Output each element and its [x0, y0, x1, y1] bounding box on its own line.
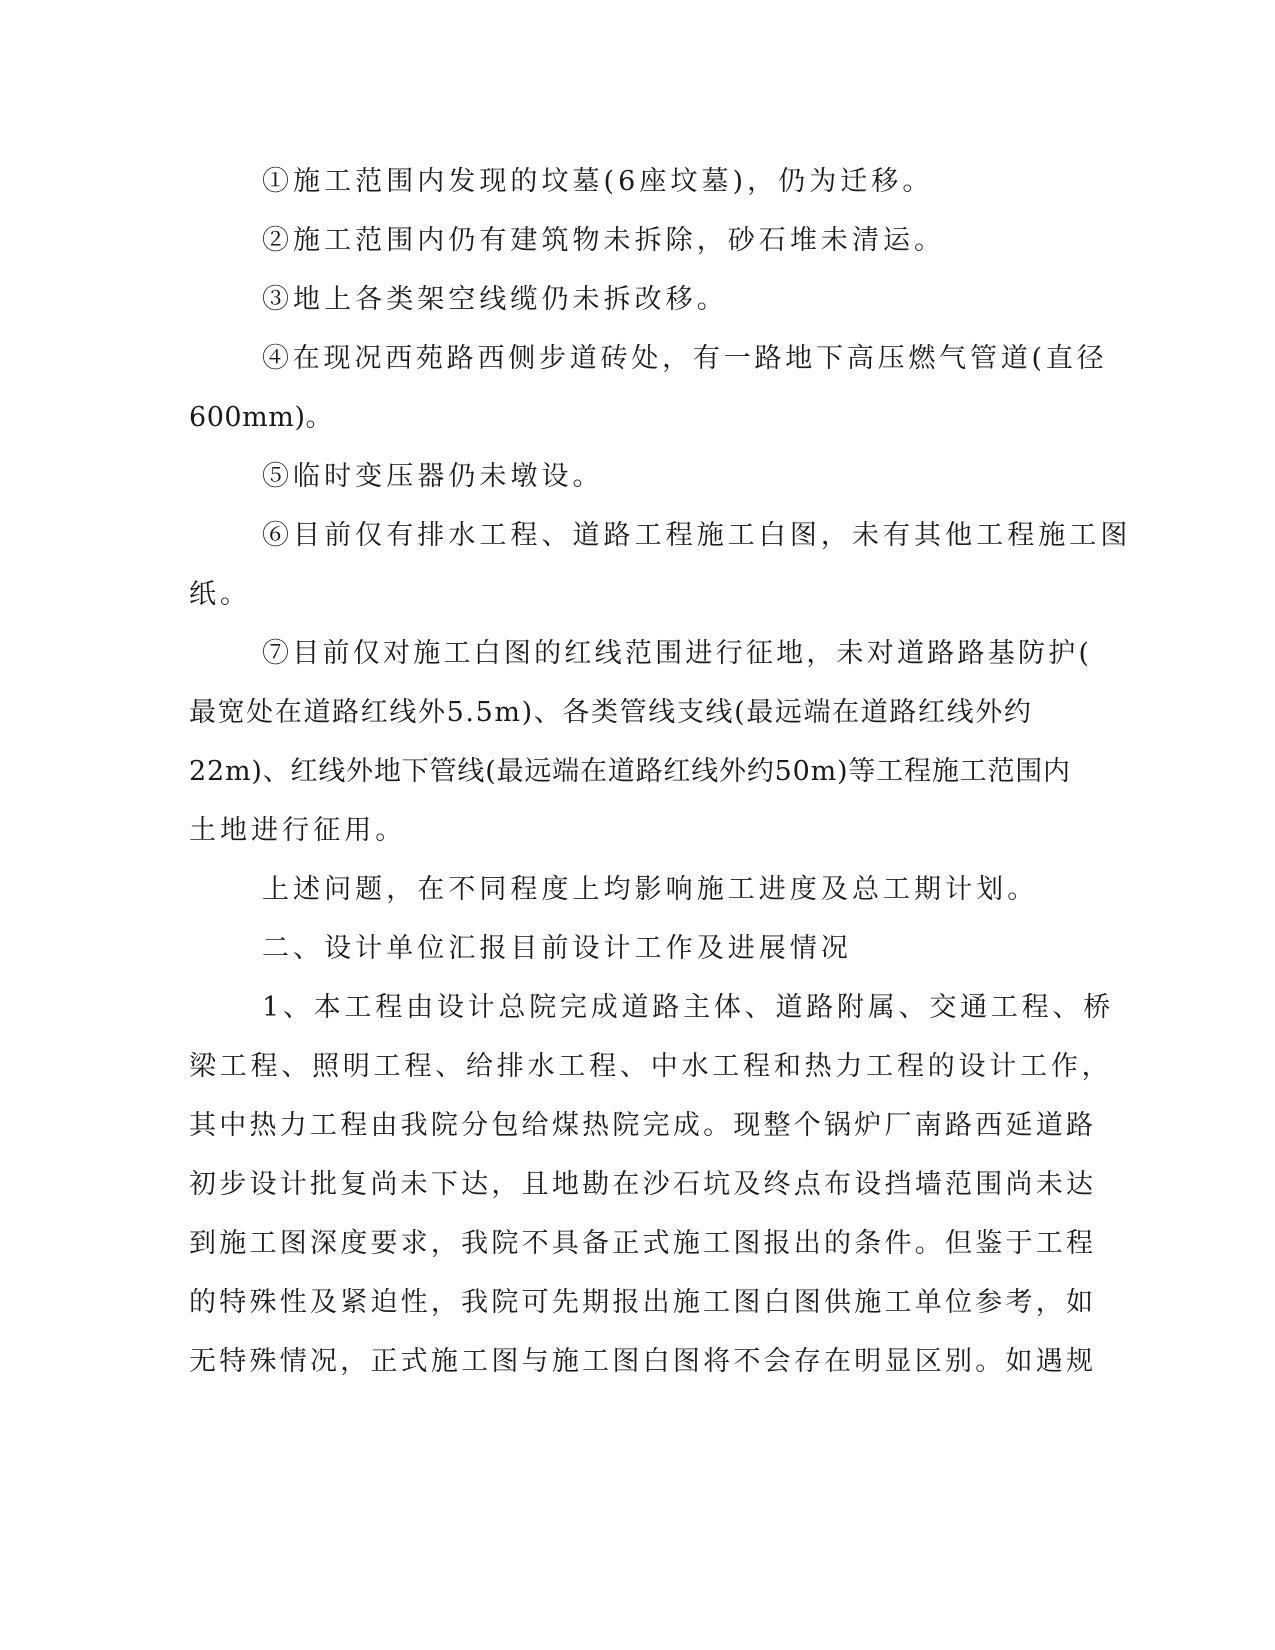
text-line: 二、设计单位汇报目前设计工作及进展情况 — [262, 933, 852, 964]
text-line: 初步设计批复尚未下达，且地勘在沙石坑及终点布设挡墙范围尚未达 — [189, 1169, 1097, 1200]
text-line: ⑤临时变压器仍未墩设。 — [262, 461, 604, 492]
text-line: 土地进行征用。 — [189, 815, 407, 846]
text-line: 上述问题，在不同程度上均影响施工进度及总工期计划。 — [262, 874, 1039, 905]
text-line: ②施工范围内仍有建筑物未拆除，砂石堆未清运。 — [262, 225, 946, 256]
text-line: 1、本工程由设计总院完成道路主体、道路附属、交通工程、桥 — [262, 992, 1115, 1023]
text-line: 600mm)。 — [189, 402, 334, 433]
text-line: 到施工图深度要求，我院不具备正式施工图报出的条件。但鉴于工程 — [189, 1228, 1097, 1259]
text-line: ③地上各类架空线缆仍未拆改移。 — [262, 284, 728, 315]
text-line: 的特殊性及紧迫性，我院可先期报出施工图白图供施工单位参考，如 — [189, 1287, 1097, 1318]
text-line: 梁工程、照明工程、给排水工程、中水工程和热力工程的设计工作， — [189, 1051, 1113, 1082]
text-line: ⑥目前仅有排水工程、道路工程施工白图，未有其他工程施工图 — [262, 520, 1132, 551]
text-line: 其中热力工程由我院分包给煤热院完成。现整个锅炉厂南路西延道路 — [189, 1110, 1097, 1141]
text-line: 最宽处在道路红线外5.5m)、各类管线支线(最远端在道路红线外约 — [189, 697, 1033, 728]
text-line: 无特殊情况，正式施工图与施工图白图将不会存在明显区别。如遇规 — [189, 1346, 1097, 1377]
text-line: ①施工范围内发现的坟墓(6座坟墓)，仍为迁移。 — [262, 166, 934, 197]
text-line: 纸。 — [189, 579, 252, 610]
text-line: 22m)、红线外地下管线(最远端在道路红线外约50m)等工程施工范围内 — [189, 756, 1071, 787]
text-line: ⑦目前仅对施工白图的红线范围进行征地，未对道路路基防护( — [262, 638, 1093, 669]
text-line: ④在现况西苑路西侧步道砖处，有一路地下高压燃气管道(直径 — [262, 343, 1108, 374]
